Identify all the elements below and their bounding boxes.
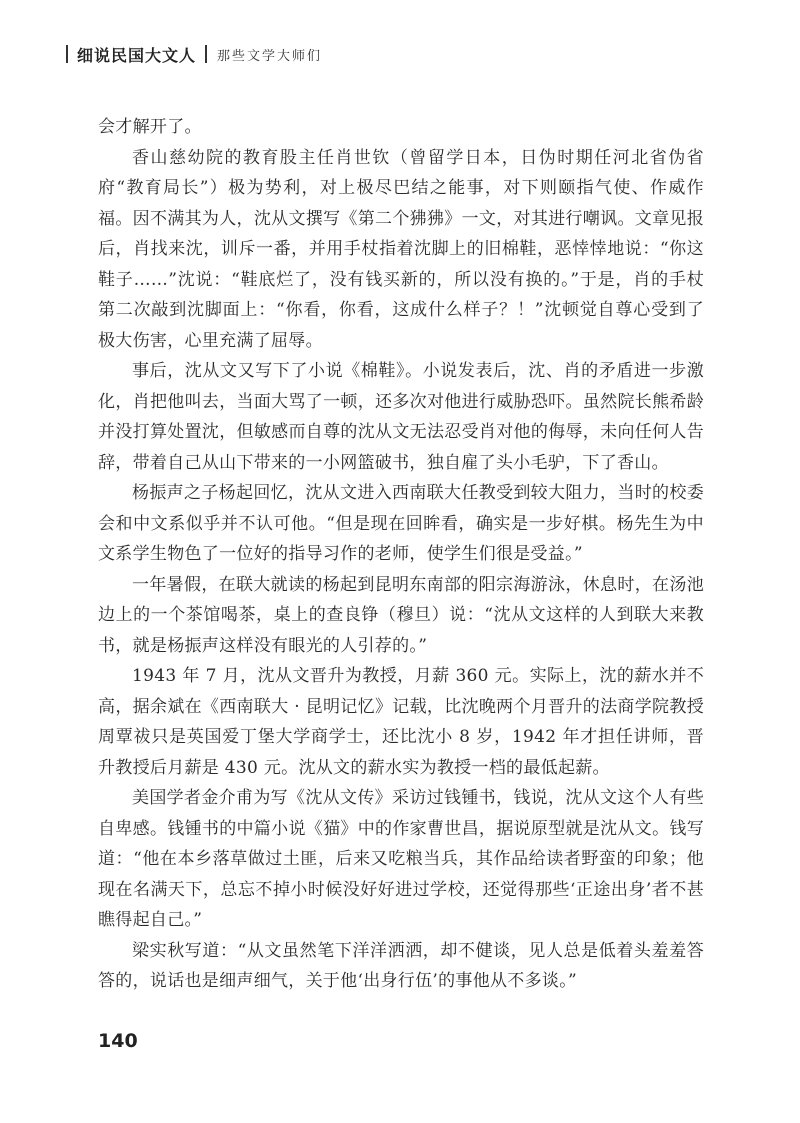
header-divider-middle bbox=[205, 45, 207, 63]
paragraph: 美国学者金介甫为写《沈从文传》采访过钱锺书，钱说，沈从文这个人有些自卑感。钱锺书的中篇小说《猫》中的作家曹世昌，据说原型就是沈从文。钱写道：“他在本乡落草做过土匪，后来又吃粮当兵，其作品给读者野蛮的印象；他现在名满天下，总忘不掉小时候没好好进过学校，还觉得那些‘正途出身’者不甚瞧得起自己。” bbox=[98, 788, 704, 930]
paragraph: 一年暑假，在联大就读的杨起到昆明东南部的阳宗海游泳，休息时，在汤池边上的一个茶馆喝茶，桌上的查良铮（穆旦）说：“沈从文这样的人到联大来教书，就是杨振声这样没有眼光的人引荐的。” bbox=[98, 574, 704, 656]
body-text bbox=[98, 112, 704, 997]
paragraph: 1943 年 7 月，沈从文晋升为教授，月薪 360 元。实际上，沈的薪水并不高，据余斌在《西南联大 · 昆明记忆》记载，比沈晚两个月晋升的法商学院教授周覃祓只是英国爱丁堡大学商学士，还比沈小 8 岁，1942 年才担任讲师，晋升教授后月薪是 430 元。沈从文的薪水实为教授一档的最低起薪。 bbox=[98, 666, 704, 778]
header-divider-left bbox=[66, 45, 68, 63]
paragraph-continued: 会才解开了。 bbox=[98, 117, 202, 137]
page-number: 140 bbox=[98, 1030, 138, 1052]
running-header bbox=[66, 42, 322, 66]
paragraph: 香山慈幼院的教育股主任肖世钦（曾留学日本，日伪时期任河北省伪省府“教育局长”）极为势利，对上极尽巴结之能事，对下则颐指气使、作威作福。因不满其为人，沈从文撰写《第二个狒狒》一文，对其进行嘲讽。文章见报后，肖找来沈，训斥一番，并用手杖指着沈脚上的旧棉鞋，恶悻悻地说：“你这鞋子……”沈说：“鞋底烂了，没有钱买新的，所以没有换的。”于是，肖的手杖第二次敲到沈脚面上：“你看，你看，这成什么样子？！”沈顿觉自尊心受到了极大伤害，心里充满了屈辱。 bbox=[98, 147, 704, 351]
paragraph: 事后，沈从文又写下了小说《棉鞋》。小说发表后，沈、肖的矛盾进一步激化，肖把他叫去，当面大骂了一顿，还多次对他进行威胁恐吓。虽然院长熊希龄并没打算处置沈，但敏感而自尊的沈从文无法忍受肖对他的侮辱，未向任何人告辞，带着自己从山下带来的一小网篮破书，独自雇了头小毛驴，下了香山。 bbox=[98, 361, 704, 473]
paragraph: 杨振声之子杨起回忆，沈从文进入西南联大任教受到较大阻力，当时的校委会和中文系似乎并不认可他。“但是现在回眸看，确实是一步好棋。杨先生为中文系学生物色了一位好的指导习作的老师，使学生们很是受益。” bbox=[98, 483, 704, 564]
chapter-title: 那些文学大师们 bbox=[217, 48, 323, 64]
book-title: 细说民国大文人 bbox=[77, 45, 197, 65]
paragraph: 梁实秋写道：“从文虽然笔下洋洋洒洒，却不健谈，见人总是低着头羞羞答答的，说话也是细声细气，关于他‘出身行伍’的事他从不多谈。” bbox=[98, 940, 704, 991]
